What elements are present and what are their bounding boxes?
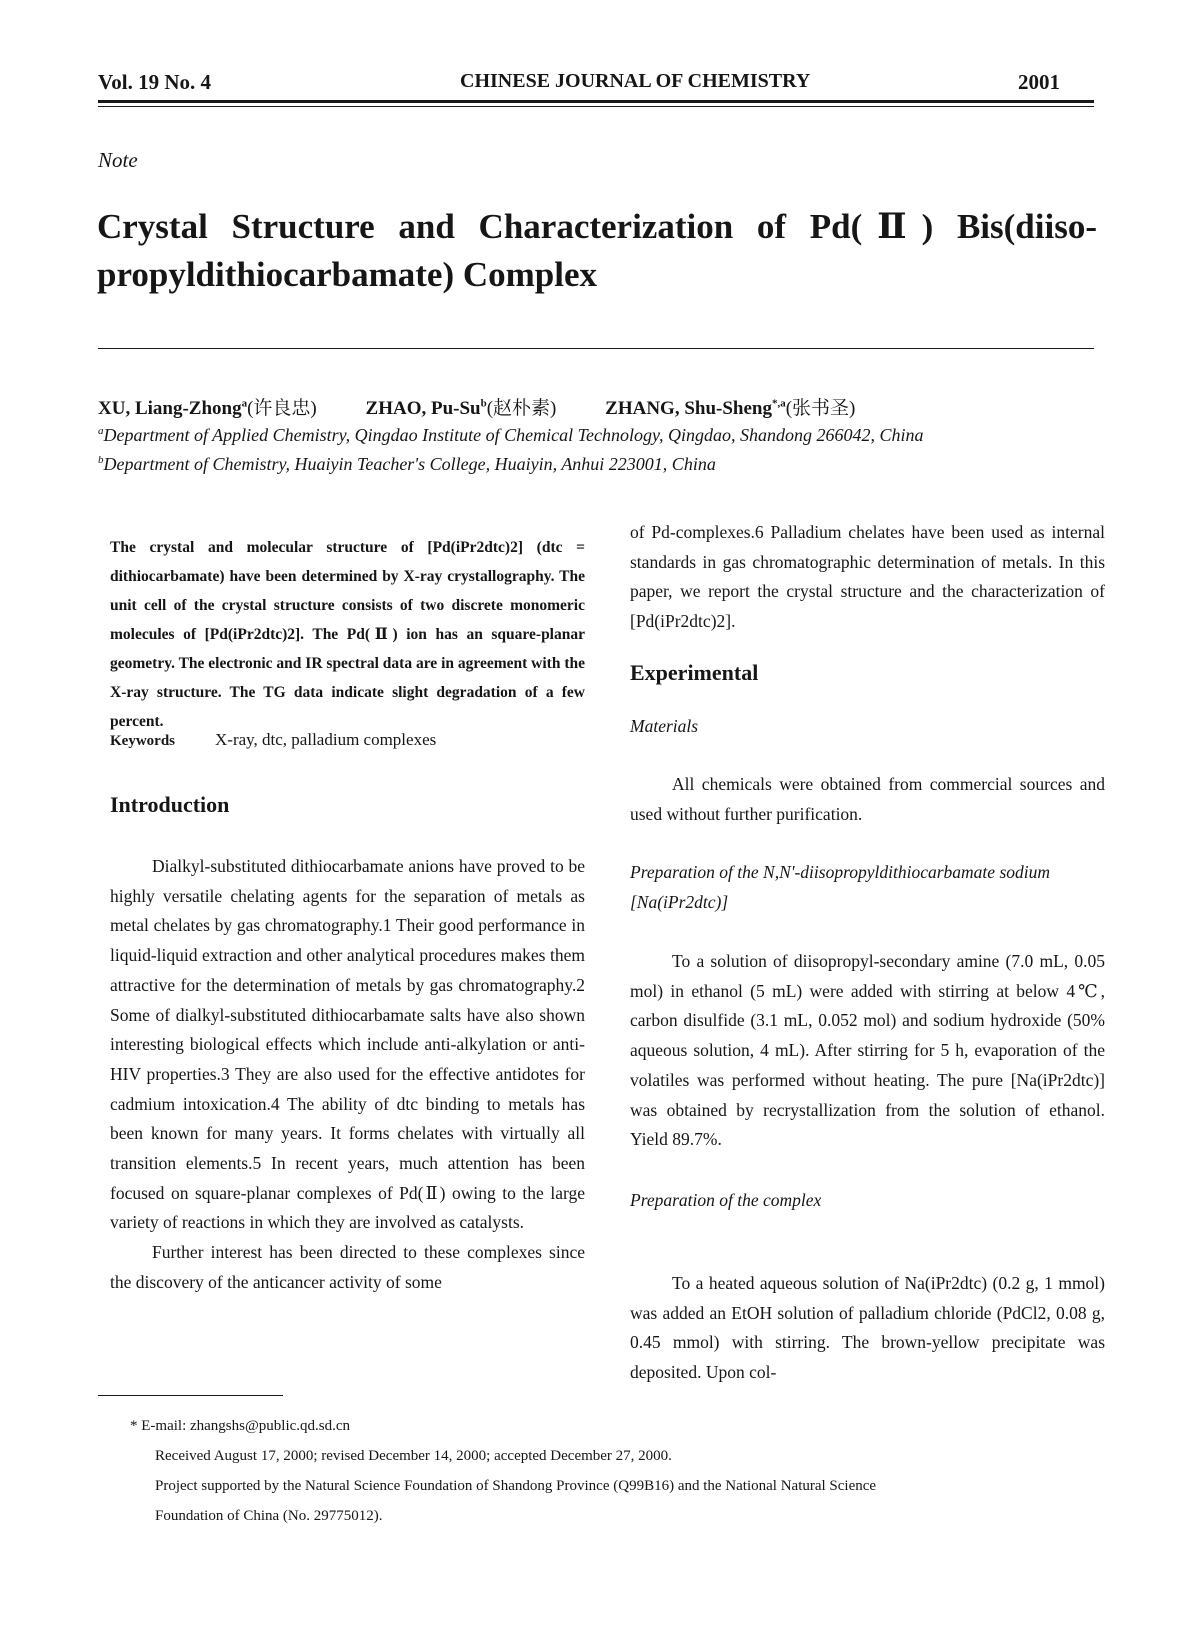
article-title: Crystal Structure and Characterization of Pd(Ⅱ) Bis(diiso-propyldithiocarbamate) Complex: [97, 207, 1097, 294]
keywords: [110, 730, 585, 750]
affiliation-text: Department of Applied Chemistry, Qingdao Institute of Chemical Technology, Qingdao, Shandong 266042, China: [103, 425, 924, 445]
ligand-preparation-paragraph: To a solution of diisopropyl-secondary amine (7.0 mL, 0.05 mol) in ethanol (5 mL) were added with stirring at below 4℃, carbon disulfide (3.1 mL, 0.052 mol) and sodium hydroxide (50% aqueous solution, 4 mL). After stirring for 5 h, evaporation of the volatiles was performed without heating. The pure [Na(iPr2dtc)] was obtained by recrystallization from the solution of ethanol. Yield 89.7%.: [630, 951, 1105, 1150]
subsection-heading-materials: Materials: [630, 716, 699, 736]
author-name: ZHANG, Shu-Sheng: [605, 398, 772, 419]
abstract: The crystal and molecular structure of [Pd(iPr2dtc)2] (dtc = dithiocarbamate) have been determined by X-ray crystallography. The unit cell of the crystal structure consists of two discrete monomeric molecules of [Pd(iPr2dtc)2]. The Pd(Ⅱ) ion has an square-planar geometry. The electronic and IR spectral data are in agreement with the X-ray structure. The TG data indicate slight degradation of a few percent.: [110, 538, 585, 730]
subsection-heading-ligand-preparation: Preparation of the N,N'-diisopropyldithiocarbamate sodium [Na(iPr2dtc)]: [630, 862, 1050, 912]
author-chinese-name: (赵朴素): [486, 398, 557, 419]
author-list: [98, 393, 855, 420]
footnote-received-dates: Received August 17, 2000; revised December 14, 2000; accepted December 27, 2000.: [155, 1448, 672, 1464]
footnote-rule: [98, 1395, 283, 1396]
keywords-label: Keywords: [110, 733, 175, 749]
affiliation-b: [98, 454, 716, 475]
introduction-continued: of Pd-complexes.6 Palladium chelates have been used as internal standards in gas chromatographic determination of metals. In this paper, we report the crystal structure and the characterization of [Pd(iPr2dtc)2].: [630, 522, 1105, 632]
introduction-body: [110, 852, 585, 1298]
author-chinese-name: (张书圣): [785, 398, 856, 419]
author-affiliation-mark: *,a: [771, 397, 786, 410]
author-1: [98, 398, 317, 419]
header-rule-thick: [98, 100, 1094, 103]
author-name: XU, Liang-Zhong: [98, 398, 242, 419]
introduction-paragraph: Further interest has been directed to these complexes since the discovery of the anticancer activity of some: [110, 1242, 585, 1292]
page-number: 2001: [1018, 70, 1060, 94]
section-heading-experimental: Experimental: [630, 660, 759, 685]
author-affiliation-mark: b: [480, 397, 487, 410]
footnote-funding-continued: Foundation of China (No. 29775012).: [155, 1508, 383, 1524]
author-3: [605, 398, 855, 419]
affiliation-mark: a: [98, 425, 104, 437]
materials-paragraph: All chemicals were obtained from commercial sources and used without further purification.: [630, 774, 1105, 824]
article-type-label: Note: [98, 148, 138, 172]
footnote-email: * E-mail: zhangshs@public.qd.sd.cn: [130, 1418, 351, 1434]
footnote-funding: Project supported by the Natural Science Foundation of Shandong Province (Q99B16) and the National Natural Science: [155, 1478, 877, 1494]
section-heading-introduction: Introduction: [110, 792, 230, 817]
affiliation-text: Department of Chemistry, Huaiyin Teacher's College, Huaiyin, Anhui 223001, China: [103, 454, 716, 474]
affiliation-a: [98, 425, 923, 446]
author-affiliation-mark: a: [241, 397, 248, 410]
subsection-heading-complex-preparation: Preparation of the complex: [630, 1190, 822, 1210]
keywords-text: X-ray, dtc, palladium complexes: [215, 730, 437, 749]
complex-preparation-paragraph: To a heated aqueous solution of Na(iPr2dtc) (0.2 g, 1 mmol) was added an EtOH solution of palladium chloride (PdCl2, 0.08 g, 0.45 mmol) with stirring. The brown-yellow precipitate was deposited. Upon col-: [630, 1273, 1105, 1383]
affiliation-mark: b: [98, 454, 104, 466]
introduction-paragraph: Dialkyl-substituted dithiocarbamate anions have proved to be highly versatile chelating agents for the separation of metals as metal chelates by gas chromatography.1 Their good performance in liquid-liquid extraction and other analytical procedures makes them attractive for the determination of metals by gas chromatography.2 Some of dialkyl-substituted dithiocarbamate salts have also shown interesting biological effects which include anti-alkylation or anti-HIV properties.3 They are also used for the effective antidotes for cadmium intoxication.4 The ability of dtc binding to metals has been known for many years. It forms chelates with virtually all transition elements.5 In recent years, much attention has been focused on square-planar complexes of Pd(Ⅱ) owing to the large variety of reactions in which they are involved as catalysts.: [110, 856, 585, 1233]
running-header-volume: Vol. 19 No. 4: [98, 70, 211, 94]
header-rule-thin: [98, 106, 1094, 107]
title-rule: [98, 348, 1094, 349]
author-name: ZHAO, Pu-Su: [365, 398, 481, 419]
author-chinese-name: (许良忠): [247, 398, 317, 419]
author-2: [366, 398, 557, 419]
running-header-journal: CHINESE JOURNAL OF CHEMISTRY: [460, 70, 811, 92]
